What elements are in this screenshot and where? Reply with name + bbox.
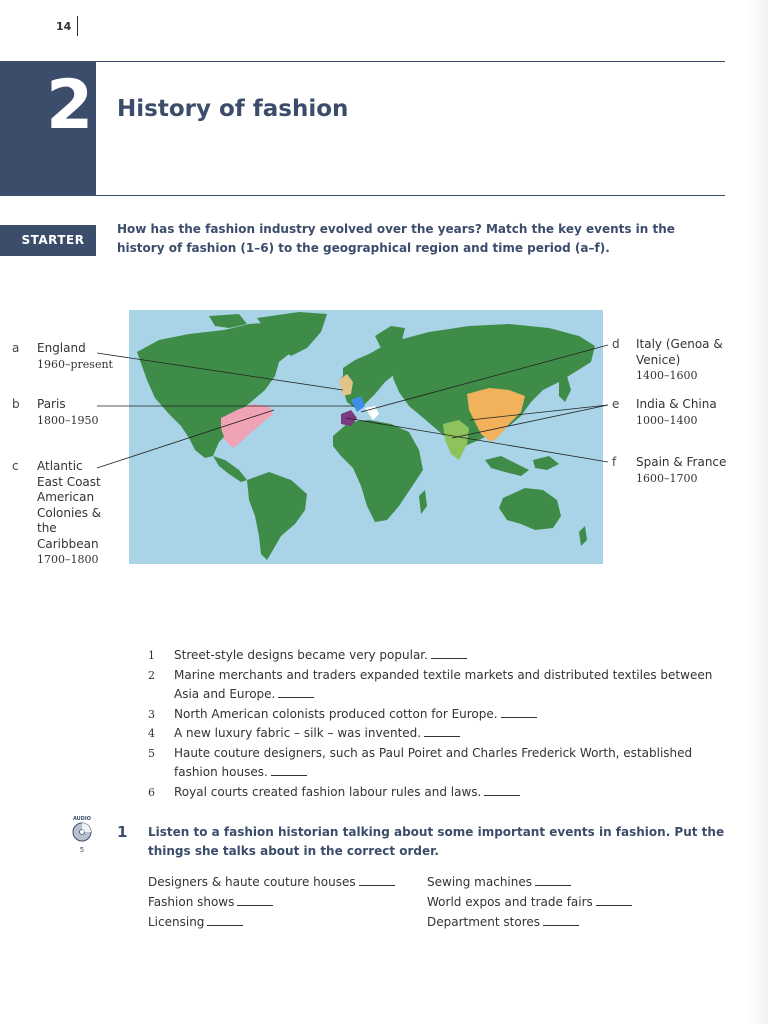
event-text: Marine merchants and traders expanded textile markets and distributed textiles between Asia and Europe. (174, 667, 713, 701)
label-e-letter: e (612, 397, 620, 411)
audio-label: AUDIO (72, 816, 92, 822)
starter-instruction: How has the fashion industry evolved over the years? Match the key events in the history of fashion (1–6) to the geographical region and time period (a–f). (117, 222, 675, 255)
connector-india (452, 405, 608, 438)
event-number: 6 (148, 785, 155, 799)
answer-blank[interactable] (596, 895, 632, 906)
event-text-wrap (174, 783, 520, 803)
answer-blank[interactable] (535, 875, 571, 886)
answer-option: World expos and trade fairs (427, 895, 593, 909)
label-c-region: Atlantic East Coast American Colonies & the Caribbean (37, 459, 102, 551)
answer-blank[interactable] (424, 726, 460, 737)
label-f-letter: f (612, 455, 617, 469)
event-text-wrap (174, 724, 460, 744)
event-text: North American colonists produced cotton for Europe. (174, 706, 498, 721)
events-list (148, 646, 728, 802)
event-number: 5 (148, 746, 155, 760)
label-a-region: England (37, 341, 86, 355)
label-f-region: Spain & France (636, 455, 727, 469)
label-d-region: Italy (Genoa & Venice) (636, 337, 723, 367)
list-item (148, 666, 728, 705)
list-item (148, 705, 728, 725)
answer-column-2 (427, 872, 727, 932)
event-text-wrap (174, 744, 728, 783)
list-item (148, 872, 418, 892)
list-item (148, 912, 418, 932)
answer-blank[interactable] (543, 915, 579, 926)
event-number: 4 (148, 727, 155, 740)
event-text-wrap (174, 705, 537, 725)
list-item (427, 872, 727, 892)
label-a-period: 1960–present (37, 357, 113, 371)
answer-option: Fashion shows (148, 895, 235, 909)
connector-italy (361, 345, 608, 412)
audio-track-number: 5 (79, 846, 85, 854)
page-number: 14 (56, 20, 72, 33)
label-a-letter: a (12, 341, 20, 355)
label-f-period: 1600–1700 (636, 471, 698, 485)
event-text: A new luxury fabric – silk – was invented. (174, 726, 422, 740)
list-item (427, 892, 727, 912)
label-f (636, 455, 746, 486)
list-item (148, 783, 728, 803)
list-item (148, 646, 728, 666)
event-text: Street-style designs became very popular. (174, 648, 428, 662)
label-e-region: India & China (636, 397, 717, 411)
label-a (37, 341, 127, 372)
connector-china (470, 405, 608, 420)
answer-blank[interactable] (431, 648, 467, 659)
task-number: 1 (117, 823, 128, 841)
cd-icon (72, 822, 92, 842)
answer-blank[interactable] (237, 895, 273, 906)
label-c-period: 1700–1800 (37, 553, 99, 566)
event-text-wrap (174, 666, 728, 705)
label-b-region: Paris (37, 397, 66, 411)
label-c (37, 459, 103, 568)
unit-number: 2 (46, 66, 94, 145)
answer-blank[interactable] (484, 785, 520, 796)
unit-title: History of fashion (117, 96, 349, 122)
label-d-period: 1400–1600 (636, 369, 698, 382)
list-item (148, 744, 728, 783)
answer-blank[interactable] (359, 875, 395, 886)
answer-blank[interactable] (271, 765, 307, 776)
connector-spain-france (346, 418, 608, 462)
answer-column-1 (148, 872, 418, 932)
label-b-period: 1800–1950 (37, 413, 99, 427)
answer-blank[interactable] (501, 707, 537, 718)
answer-blank[interactable] (278, 687, 314, 698)
label-d (636, 337, 746, 384)
event-number: 3 (148, 707, 155, 721)
event-text-wrap (174, 646, 467, 666)
event-text: Haute couture designers, such as Paul Poiret and Charles Frederick Worth, established fashion houses. (174, 745, 693, 779)
label-e-period: 1000–1400 (636, 413, 698, 427)
answer-option: Sewing machines (427, 875, 533, 889)
label-d-letter: d (612, 337, 620, 351)
label-b-letter: b (12, 397, 20, 411)
answer-option: Licensing (148, 915, 205, 929)
label-e (636, 397, 746, 428)
label-c-letter: c (12, 459, 19, 473)
list-item (148, 724, 728, 744)
label-b (37, 397, 127, 428)
event-number: 1 (148, 649, 155, 662)
event-text: Royal courts created fashion labour rules and laws. (174, 784, 482, 799)
list-item (148, 892, 418, 912)
audio-badge[interactable] (70, 816, 94, 854)
event-number: 2 (148, 668, 155, 682)
list-item (427, 912, 727, 932)
task1-instruction: Listen to a fashion historian talking about some important events in fashion. Put the things she talks about in the correct order. (148, 825, 725, 858)
answer-option: Designers & haute couture houses (148, 875, 356, 889)
answer-option: Department stores (427, 915, 541, 929)
starter-label: STARTER (21, 233, 85, 247)
connector-england (97, 353, 343, 390)
answer-blank[interactable] (207, 915, 243, 926)
